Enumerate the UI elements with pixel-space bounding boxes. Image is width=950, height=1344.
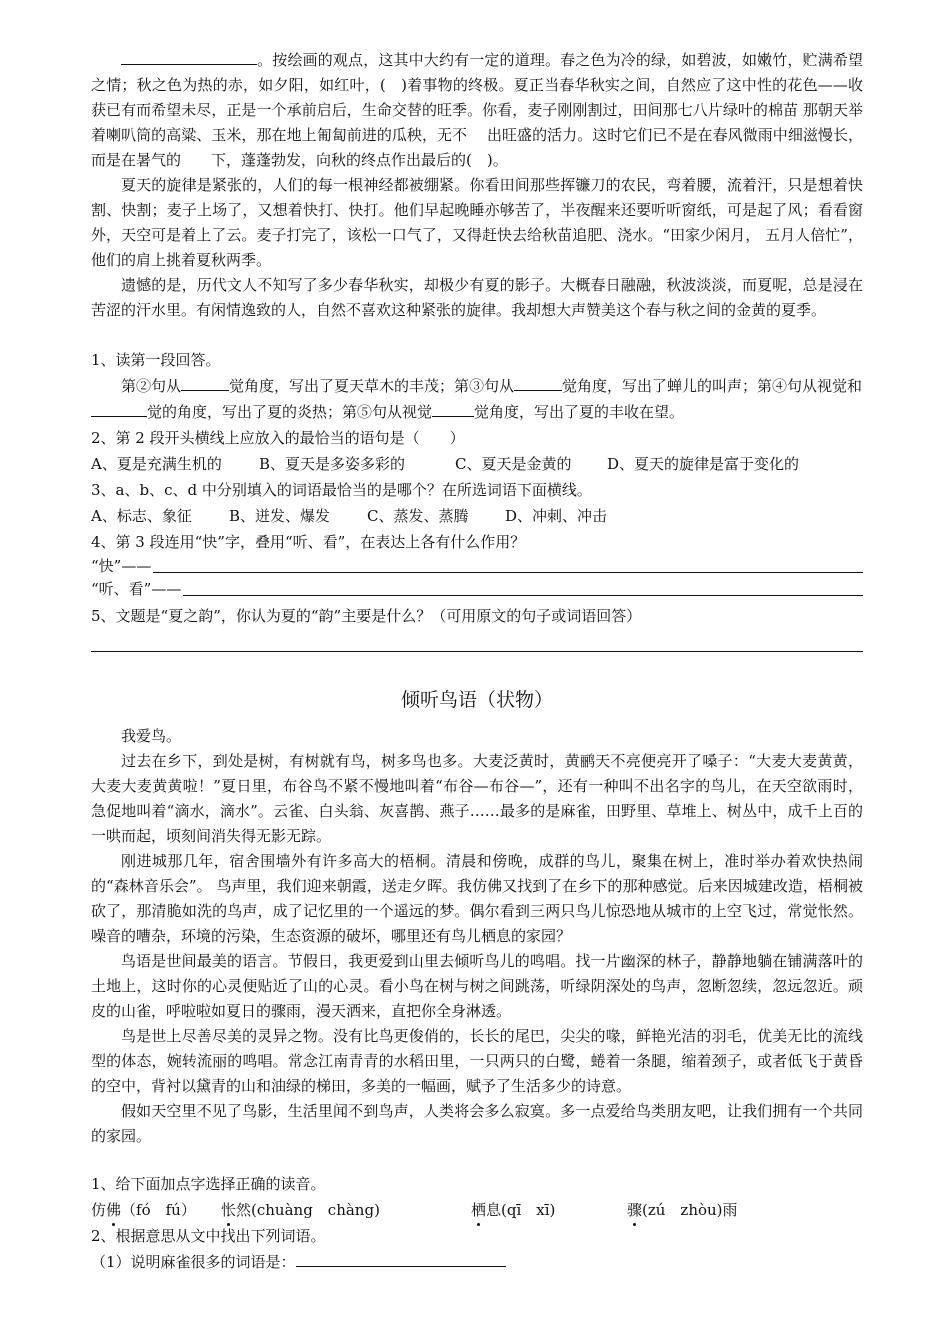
question-4-answer-ting-kan: “听、看”—— <box>91 578 863 601</box>
passage1-paragraph-2: 。按绘画的观点，这其中大约有一定的道理。春之色为冷的绿，如碧波，如嫩竹，贮满希望之情；秋之色为热的赤，如夕阳，如红叶，( )着事物的终极。夏正当春华秋实之间，自然应了这中性的花色——收获已有而希望未尽，正是一个承前启后，生命交替的旺季。你看，麦子刚刚割过，田间那七八片绿叶的棉苗 那朝天举着喇叭筒的高粱、玉米，那在地上匍匐前进的瓜秧，无不 出旺盛的活力。这时它们已不是在春风微雨中细滋慢长，而是在暑气的 下，蓬蓬勃发，向秋的终点作出最后的( )。 <box>91 51 863 169</box>
pronunciation-items <box>91 1197 863 1223</box>
pronunciation-item-1[interactable]: 仿佛（fó fú） <box>91 1197 221 1223</box>
passage2-paragraph-5: 鸟是世上尽善尽美的灵异之物。没有比鸟更俊俏的，长长的尾巴，尖尖的喙，鲜艳光洁的羽毛，优美无比的流线型的体态，婉转流丽的鸣唱。常念江南青青的水稻田里，一只两只的白鹭，蜷着一条腿，缩着颈子，或者低飞于黄昏的空中，背衬以黛青的山和油绿的梯田，多美的一幅画，赋予了生活多少的诗意。 <box>91 1027 863 1095</box>
option-d[interactable]: D、冲刺、冲击 <box>505 507 608 525</box>
passage2-question-2: 2、根据意思从文中找出下列词语。 <box>91 1227 326 1245</box>
passage2-paragraph-4: 鸟语是世间最美的语言。节假日，我更爱到山里去倾听鸟儿的鸣唱。找一片幽深的林子，静静地躺在铺满落叶的土地上，这时你的心灵便贴近了山的心灵。看小鸟在树与树之间跳荡，听绿阴深处的鸟声，忽断忽续，忽远忽近。顽皮的山雀，呼啦啦如夏日的骤雨，漫天洒来，直把你全身淋透。 <box>91 952 863 1020</box>
passage2-question-1: 1、给下面加点字选择正确的读音。 <box>91 1175 326 1193</box>
answer-blank[interactable] <box>432 402 474 417</box>
option-b[interactable]: B、夏天是多姿多彩的 <box>259 455 406 473</box>
question-1-body: 第②句从 觉角度，写出了夏天草木的丰茂；第③句从 觉角度，写出了蝉儿的叫声；第④句从视觉和觉的角度，写出了夏的炎热；第⑤句从视觉 觉角度，写出了夏的丰收在望。 <box>91 373 863 425</box>
question-2: 2、第 2 段开头横线上应放入的最恰当的语句是（ ） <box>91 429 465 447</box>
option-a[interactable]: A、标志、象征 <box>91 507 192 525</box>
pronunciation-item-3[interactable]: 栖息(qī xī) <box>471 1197 627 1223</box>
option-c[interactable]: C、蒸发、蒸腾 <box>367 507 469 525</box>
passage2-paragraph-2: 过去在乡下，到处是树，有树就有鸟，树多鸟也多。大麦泛黄时，黄鹂天不亮便亮开了嗓子：“大麦大麦黄黄，大麦大麦黄黄啦！”夏日里，布谷鸟不紧不慢地叫着“布谷—布谷—”，还有一种叫不出名字的鸟儿，在天空欲雨时，急促地叫着“滴水，滴水”。云雀、白头翁、灰喜鹊、燕子……最多的是麻雀，田野里、草堆上、树丛中，成千上百的一哄而起，顷刻间消失得无影无踪。 <box>91 752 863 845</box>
question-3: 3、a、b、c、d 中分别填入的词语最恰当的是哪个？在所选词语下面横线。 <box>91 481 592 499</box>
option-a[interactable]: A、夏是充满生机的 <box>91 455 222 473</box>
passage1-paragraph-3: 夏天的旋律是紧张的，人们的每一根神经都被绷紧。你看田间那些挥镰刀的农民，弯着腰，流着汗，只是想着快割、快割；麦子上场了，又想着快打、快打。他们早起晚睡亦够苦了，半夜醒来还要听听窗纸，可是起了风；看看窗外，天空可是着上了云。麦子打完了，该松一口气了，又得赶快去给秋苗追肥、浇水。“田家少闲月， 五月人倍忙”，他们的肩上挑着夏秋两季。 <box>91 176 863 269</box>
answer-line[interactable] <box>153 572 863 573</box>
question-2-options <box>91 451 863 477</box>
passage2-paragraph-6: 假如天空里不见了鸟影，生活里闻不到鸟声，人类将会多么寂寞。多一点爱给鸟类朋友吧，让我们拥有一个共同的家园。 <box>91 1102 863 1145</box>
answer-line[interactable] <box>183 595 863 596</box>
passage1-paragraph-4: 遗憾的是，历代文人不知写了多少春华秋实，却极少有夏的影子。大概春日融融，秋波淡淡，而夏呢，总是浸在苦涩的汗水里。有闲情逸致的人，自然不喜欢这种紧张的旋律。我却想大声赞美这个春与秋之间的金黄的夏季。 <box>91 276 863 319</box>
question-4-answer-kuai: “快”—— <box>91 555 863 578</box>
option-c[interactable]: C、夏天是金黄的 <box>455 455 572 473</box>
pronunciation-item-2[interactable]: 怅然(chuàng chàng) <box>221 1197 471 1223</box>
question-1-title: 1、读第一段回答。 <box>91 351 221 369</box>
answer-blank[interactable] <box>91 402 147 417</box>
passage2-paragraph-3: 刚进城那几年，宿舍围墙外有许多高大的梧桐。清晨和傍晚，成群的鸟儿，聚集在树上，准时举办着欢快热闹的“森林音乐会”。 鸟声里，我们迎来朝霞，送走夕晖。我仿佛又找到了在乡下的那种感觉。后来因城建改造，梧桐被砍了，那清脆如洗的鸟声，成了记忆里的一个遥远的梦。偶尔看到三两只鸟儿惊恐地从城市的上空飞过，常觉怅然。噪音的嘈杂，环境的污染，生态资源的破坏，哪里还有鸟儿栖息的家园？ <box>91 852 863 945</box>
answer-blank[interactable] <box>121 50 257 65</box>
pronunciation-item-4[interactable]: 骤(zú zhòu)雨 <box>627 1197 738 1223</box>
question-5: 5、文题是“夏之韵”，你认为夏的“韵”主要是什么？（可用原文的句子或词语回答） <box>91 607 642 625</box>
question-3-options <box>91 503 863 529</box>
passage2-paragraph-1: 我爱鸟。 <box>121 727 182 745</box>
answer-blank[interactable] <box>514 376 562 391</box>
passage2-question-2-1: （1）说明麻雀很多的词语是： <box>91 1249 863 1275</box>
answer-blank[interactable] <box>296 1252 506 1267</box>
question-4: 4、第 3 段连用“快”字，叠用“听、看”，在表达上各有什么作用？ <box>91 533 526 551</box>
answer-blank[interactable] <box>181 376 229 391</box>
option-d[interactable]: D、夏天的旋律是富于变化的 <box>607 455 800 473</box>
passage2-title: 倾听鸟语（状物） <box>400 689 553 711</box>
option-b[interactable]: B、迸发、爆发 <box>229 507 331 525</box>
worksheet-page <box>91 48 863 1275</box>
